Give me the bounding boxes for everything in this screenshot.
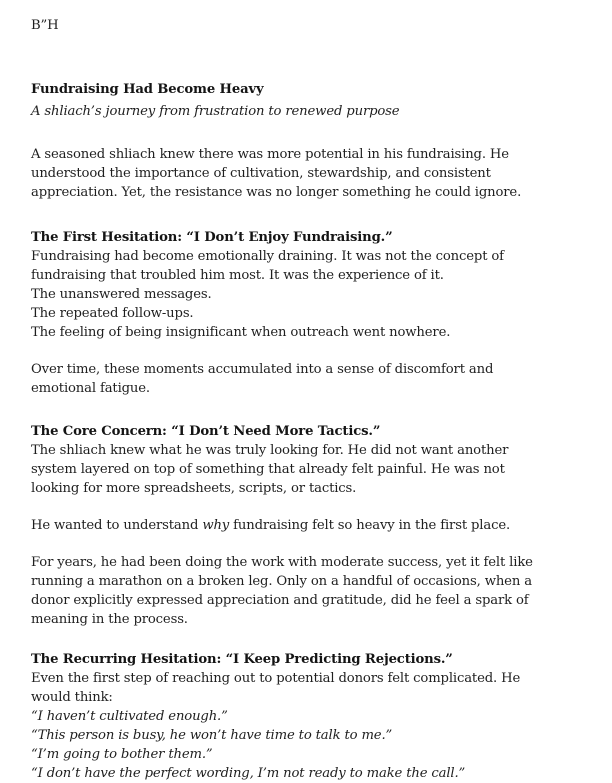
quote-line: “This person is busy, he won’t have time to talk to me.” [31, 728, 393, 743]
text-line: looking for more spreadsheets, scripts, or tactics. [31, 481, 357, 496]
text-line: A seasoned shliach knew there was more potential in his fundraising. He [31, 147, 509, 162]
text-line: system layered on top of something that already felt painful. He was not [31, 462, 505, 477]
text-line: The shliach knew what he was truly looking for. He did not want another [31, 443, 509, 458]
document-title: Fundraising Had Become Heavy [31, 82, 264, 97]
text-line: meaning in the process. [31, 612, 188, 627]
section-heading: The First Hesitation: “I Don’t Enjoy Fundraising.” [31, 230, 393, 245]
text-fragment: fundraising felt so heavy in the first place. [229, 518, 511, 533]
quote-line: “I haven’t cultivated enough.” [31, 709, 228, 724]
text-line: The unanswered messages. [31, 287, 212, 302]
spacer [31, 342, 591, 360]
spacer [31, 202, 591, 228]
section-core-concern [31, 422, 591, 629]
text-line: would think: [31, 690, 113, 705]
document-subtitle: A shliach’s journey from frustration to renewed purpose [31, 104, 400, 119]
section-heading: The Recurring Hesitation: “I Keep Predicting Rejections.” [31, 652, 453, 667]
text-line: Fundraising had become emotionally draining. It was not the concept of [31, 249, 504, 264]
spacer [31, 35, 591, 54]
text-line: emotional fatigue. [31, 381, 150, 396]
text-line: For years, he had been doing the work with moderate success, yet it felt like [31, 555, 533, 570]
text-line: The feeling of being insignificant when outreach went nowhere. [31, 325, 451, 340]
emphasis-why: why [202, 518, 230, 533]
spacer [31, 54, 591, 80]
text-line: appreciation. Yet, the resistance was no longer something he could ignore. [31, 185, 522, 200]
spacer [31, 121, 591, 145]
section-recurring-hesitation [31, 650, 591, 783]
spacer [31, 498, 591, 516]
text-line: Over time, these moments accumulated into a sense of discomfort and [31, 362, 494, 377]
text-line: running a marathon on a broken leg. Only on a handful of occasions, when a [31, 574, 532, 589]
quote-line: “I don’t have the perfect wording, I’m not ready to make the call.” [31, 766, 466, 781]
text-line: donor explicitly expressed appreciation and gratitude, did he feel a spark of [31, 593, 529, 608]
section-first-hesitation [31, 228, 591, 398]
text-line: fundraising that troubled him most. It was the experience of it. [31, 268, 444, 283]
spacer [31, 535, 591, 553]
text-line: understood the importance of cultivation, stewardship, and consistent [31, 166, 491, 181]
text-line: The repeated follow-ups. [31, 306, 194, 321]
spacer [31, 398, 591, 422]
spacer [31, 629, 591, 650]
section-heading: The Core Concern: “I Don’t Need More Tactics.” [31, 424, 381, 439]
intro-paragraph [31, 145, 591, 202]
bh-mark: B”H [31, 18, 59, 33]
why-line [31, 516, 591, 535]
document-page [31, 16, 591, 783]
text-fragment: He wanted to understand [31, 518, 203, 533]
text-line: Even the first step of reaching out to potential donors felt complicated. He [31, 671, 521, 686]
quote-line: “I’m going to bother them.” [31, 747, 213, 762]
